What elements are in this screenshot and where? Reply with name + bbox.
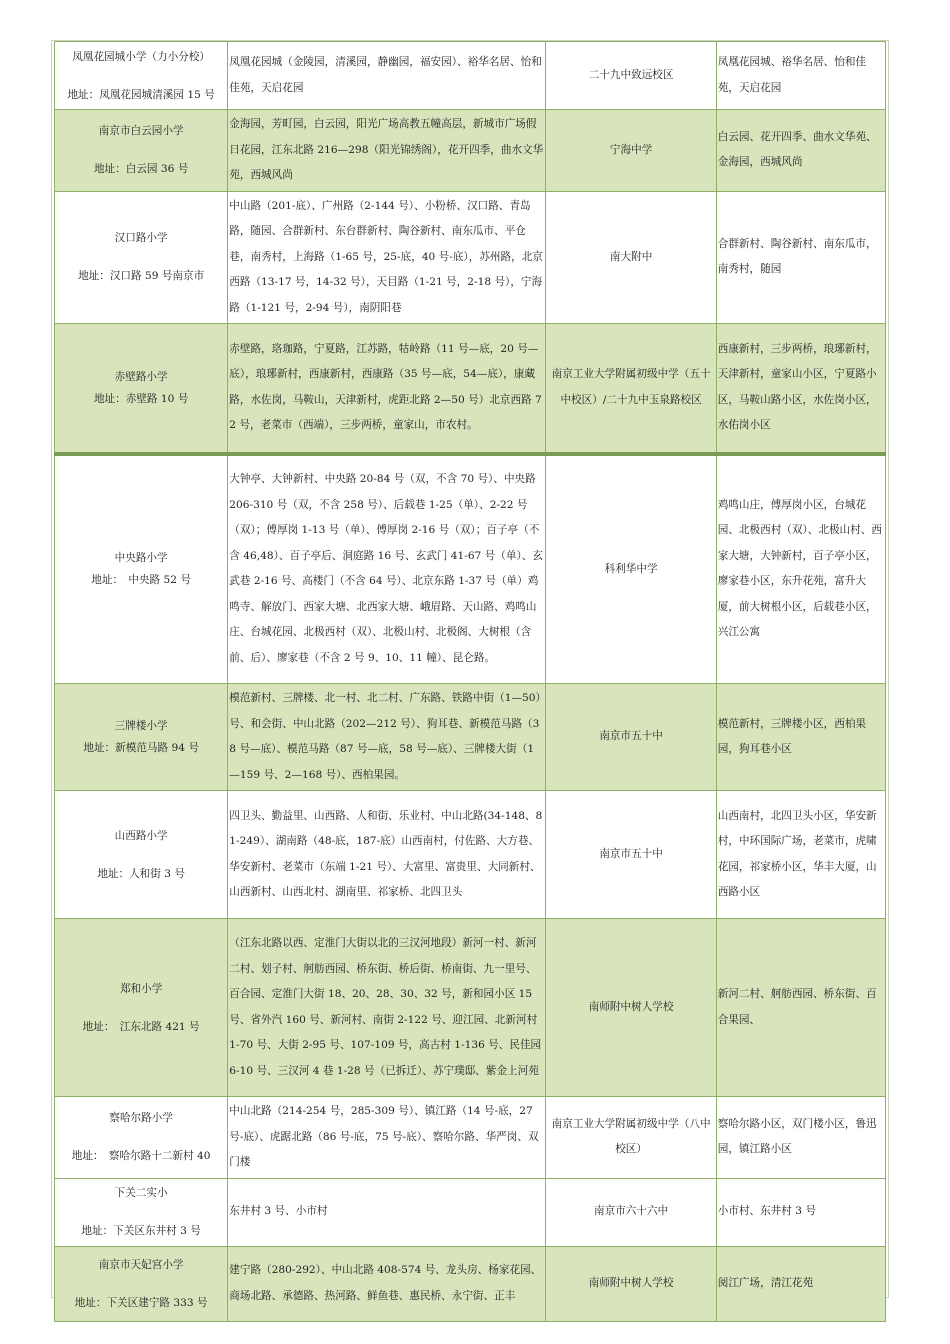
middle-school-cell: 科利华中学 [546, 454, 716, 684]
community-cell: 模范新村，三牌楼小区，西柏果园，狗耳巷小区 [716, 684, 885, 791]
middle-school-cell: 二十九中致远校区 [546, 42, 716, 110]
school-name: 中央路小学 [114, 552, 168, 565]
school-district-table-frame [51, 40, 889, 1309]
school-name: 郑和小学 [119, 982, 163, 995]
school-name: 凤凰花园城小学（力小分校） [72, 50, 210, 63]
middle-school-cell: 南大附中 [546, 191, 716, 324]
school-address: 地址：下关区建宁路 333 号 [74, 1296, 208, 1309]
primary-school-cell [55, 684, 228, 791]
primary-school-cell [55, 324, 228, 454]
enrollment-area-cell: 模范新村、三牌楼、北一村、北二村、广东路、铁路中街（1—50）号、和会街、中山北路（202—212 号）、狗耳巷、新模范马路（38 号—底）、模范马路（87 号—底，58 号—底）、三牌楼大街（1—159 号、2—168 号）、西柏果园。 [228, 684, 546, 791]
school-address: 地址：凤凰花园城清溪园 15 号 [67, 88, 215, 101]
middle-school-cell: 南京市五十中 [546, 684, 716, 791]
school-name: 汉口路小学 [114, 232, 168, 245]
enrollment-area-cell: 中山路（201-底）、广州路（2-144 号）、小粉桥、汉口路、青岛路，随园、合群新村、东台群新村、陶谷新村、南东瓜市、平仓巷，南秀村，上海路（1-65 号，25-底，40 号-底），苏州路，北京西路（13-17 号，14-32 号），天目路（1-21 号，2-18 号），宁海路（1-121 号，2-94 号），南阴阳巷 [228, 191, 546, 324]
primary-school-cell [55, 1097, 228, 1179]
table-row [55, 1097, 886, 1179]
middle-school-cell: 宁海中学 [546, 110, 716, 192]
enrollment-area-cell: 大钟亭、大钟新村、中央路 20-84 号（双，不含 70 号）、中央路 206-310 号（双，不含 258 号）、后载巷 1-25（单）、2-22 号（双）；傅厚岗 1-13 号（单）、傅厚岗 2-16 号（双）；百子亭（不含 46,48）、百子亭后、洞庭路 16 号、玄武门 41-67 号（单）、玄武巷 2-16 号、高楼门（不含 64 号）、北京东路 1-37 号（单）鸡鸣寺、解放门、西家大塘、北西家大塘、峨眉路、天山路、鸡鸣山庄、台城花园、北极西村（双）、北极山村、北极阁、大树根（含前、后）、廖家巷（不含 2 号 9、10、11 幢）、昆仑路。 [228, 454, 546, 684]
community-cell: 小市村、东井村 3 号 [716, 1178, 885, 1246]
enrollment-area-cell: （江东北路以西、定淮门大街以北的三汉河地段）新河一村、新河二村、划子村、舸舫西园、桥东街、桥后街、桥南街、九一里号、百合园、定淮门大街 18、20、28、30、32 号，新和园小区 15 号、省外汽 160 号、新河村、南街 2-122 号、迎江园、北新河村 1-70 号、大街 2-95 号、107-109 号，高古村 1-136 号、民佳园 6-10 号、三汉河 4 巷 1-28 号（已拆迁）、苏宁璞邸、紫金上河苑 [228, 919, 546, 1097]
school-name: 下关二实小 [114, 1187, 168, 1199]
school-address: 地址：赤壁路 10 号 [93, 392, 189, 405]
table-row [55, 1178, 886, 1246]
middle-school-cell: 南京工业大学附属初级中学（八中校区） [546, 1097, 716, 1179]
primary-school-cell [55, 791, 228, 919]
enrollment-area-cell: 赤壁路，珞珈路，宁夏路，江苏路，牯岭路（11 号—底，20 号—底），琅琊新村，西康新村，西康路（35 号—底，54—底），康藏路，水佐岗，马鞍山，天津新村，虎距北路 2—50 号）北京西路 72 号，老菜市（西端），三步两桥，童家山，市农村。 [228, 324, 546, 454]
middle-school-cell: 南京市五十中 [546, 791, 716, 919]
community-cell: 新河二村、舸舫西园、桥东街、百合果园、 [716, 919, 885, 1097]
community-cell: 凤凰花园城、裕华名居、怡和佳苑，天启花园 [716, 42, 885, 110]
enrollment-area-cell: 东井村 3 号、小市村 [228, 1178, 546, 1246]
school-name: 察哈尔路小学 [109, 1112, 173, 1125]
community-cell: 白云园、花开四季、曲水文华苑、金海园，西城风尚 [716, 110, 885, 192]
community-cell: 西康新村，三步两桥，琅琊新村，天津新村，童家山小区，宁夏路小区，马鞍山路小区，水佐岗小区，水佑岗小区 [716, 324, 885, 454]
primary-school-cell [55, 42, 228, 110]
table-row [55, 919, 886, 1097]
school-address: 地址： 察哈尔路十二新村 40 [71, 1150, 211, 1163]
primary-school-cell [55, 191, 228, 324]
table-row [55, 110, 886, 192]
school-name: 南京市白云园小学 [98, 125, 184, 138]
primary-school-cell [55, 454, 228, 684]
community-cell: 山西南村，北四卫头小区，华安新村，中环国际广场，老菜市，虎啸花园，祁家桥小区，华丰大厦，山西路小区 [716, 791, 885, 919]
school-address: 地址： 中央路 52 号 [91, 574, 191, 587]
school-address: 地址：人和街 3 号 [97, 867, 185, 880]
middle-school-cell: 南京工业大学附属初级中学（五十中校区）/二十九中玉泉路校区 [546, 324, 716, 454]
table-row [55, 684, 886, 791]
school-name: 山西路小学 [114, 829, 168, 842]
community-cell: 察哈尔路小区，双门楼小区，鲁迅园，镇江路小区 [716, 1097, 885, 1179]
school-address: 地址：汉口路 59 号南京市 [78, 270, 205, 283]
school-name: 赤壁路小学 [114, 370, 168, 383]
middle-school-cell: 南师附中树人学校 [546, 1246, 716, 1321]
enrollment-area-cell: 中山北路（214-254 号，285-309 号）、镇江路（14 号-底，27 号-底）、虎踞北路（86 号-底，75 号-底）、察哈尔路、华严岗、双门楼 [228, 1097, 546, 1179]
community-cell: 合群新村、陶谷新村、南东瓜市，南秀村，随园 [716, 191, 885, 324]
middle-school-cell: 南师附中树人学校 [546, 919, 716, 1097]
table-row [55, 42, 886, 110]
table-row [55, 324, 886, 454]
table-row [55, 454, 886, 684]
school-name: 三牌楼小学 [114, 720, 168, 732]
school-address: 地址： 江东北路 421 号 [82, 1020, 200, 1033]
school-address: 地址：白云园 36 号 [93, 163, 189, 176]
enrollment-area-cell: 建宁路（280-292）、中山北路 408-574 号、龙头房、杨家花园、商场北路、承德路、热河路、鲜鱼巷、惠民桥、永宁街、正丰 [228, 1246, 546, 1321]
primary-school-cell [55, 1178, 228, 1246]
table-row [55, 1246, 886, 1321]
community-cell: 鸡鸣山庄，傅厚岗小区，台城花园、北极西村（双）、北极山村、西家大塘，大钟新村，百子亭小区，廖家巷小区，东升花苑，富升大厦，前大树根小区，后载巷小区，兴江公寓 [716, 454, 885, 684]
community-cell: 阅江广场，清江花苑 [716, 1246, 885, 1321]
middle-school-cell: 南京市六十六中 [546, 1178, 716, 1246]
school-address: 地址：新模范马路 94 号 [83, 742, 199, 754]
enrollment-area-cell: 金海园，芳町园，白云园，阳光广场高教五幢高层，新城市广场假日花园，江东北路 216—298（阳光锦绣阁），花开四季，曲水文华苑，西城风尚 [228, 110, 546, 192]
school-address: 地址：下关区东井村 3 号 [81, 1225, 201, 1237]
enrollment-area-cell: 凤凰花园城（金陵园，清溪园，静幽园，福安园）、裕华名居、怡和佳苑，天启花园 [228, 42, 546, 110]
table-row [55, 791, 886, 919]
enrollment-area-cell: 四卫头、勤益里、山西路、人和街、乐业村、中山北路(34-148、81-249）、湖南路（48-底，187-底）山西南村，付佐路、大方巷、华安新村、老菜市（东端 1-21 号）、大富里、富贵里、大同新村、山西新村、山西北村、湖南里、祁家桥、北四卫头 [228, 791, 546, 919]
primary-school-cell [55, 110, 228, 192]
table-row [55, 191, 886, 324]
school-name: 南京市天妃宫小学 [98, 1258, 184, 1271]
school-district-table [54, 41, 886, 1322]
primary-school-cell [55, 919, 228, 1097]
primary-school-cell [55, 1246, 228, 1321]
